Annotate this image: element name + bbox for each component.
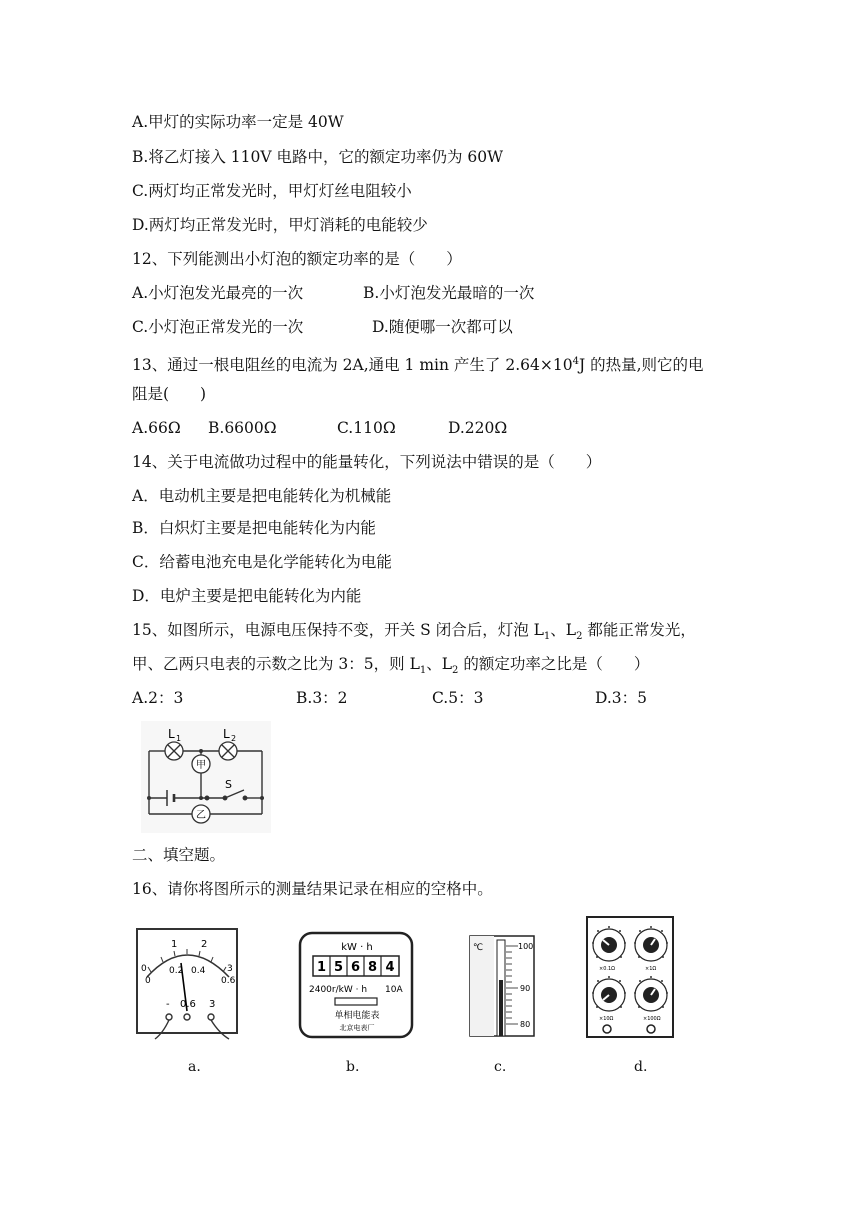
resistance-box-figure <box>585 915 677 1041</box>
section-title: 二、填空题。 <box>132 846 226 864</box>
lamp-l2-icon <box>219 742 237 760</box>
ammeter-scale-04: 0.4 <box>191 966 206 976</box>
q13-stem-line2: 阻是( ) <box>132 385 207 403</box>
circuit-label-s: S <box>225 778 232 791</box>
ammeter-terminal-3: 3 <box>209 999 216 1010</box>
energy-meter-unit: kW · h <box>341 942 373 953</box>
q14-stem: 14、关于电流做功过程中的能量转化，下列说法中错误的是（ ） <box>132 453 602 471</box>
q13-option-a: A.66Ω <box>132 419 181 437</box>
label-c: c. <box>494 1059 507 1075</box>
thermometer-figure <box>466 932 544 1042</box>
energy-meter-digit-2: 5 <box>333 960 344 975</box>
ammeter-end-3: 3 <box>227 964 233 974</box>
energy-meter-name: 单相电能表 <box>334 1011 380 1021</box>
circuit-label-yi: 乙 <box>196 810 206 821</box>
q16-stem: 16、请你将图所示的测量结果记录在相应的空格中。 <box>132 880 493 898</box>
resistance-box-dial-label-100: ×100Ω <box>643 1016 661 1022</box>
label-b: b. <box>346 1059 360 1075</box>
q15-option-c: C.5：3 <box>432 689 484 707</box>
energy-meter-maker: 北京电表厂 <box>339 1024 375 1032</box>
q13-option-c: C.110Ω <box>337 419 396 437</box>
q13-stem-line1: 13、通过一根电阻丝的电流为 2A,通电 1 min 产生了 $2.64\times 10^4J$ 的热量,则它的电 <box>132 356 704 375</box>
ammeter-scale-2: 2 <box>201 939 208 950</box>
ammeter-terminal-06: 0.6 <box>180 999 196 1010</box>
q13-option-d: D.220Ω <box>448 419 508 437</box>
thermometer-tick-100: 100 <box>518 942 534 951</box>
q12-option-c: C.小灯泡正常发光的一次 <box>132 318 304 336</box>
q15-stem-line1: 15、如图所示，电源电压保持不变，开关 S 闭合后，灯泡 $L_1$、$L_2$ 都能正常发光， <box>132 621 696 643</box>
circuit-diagram <box>141 721 271 833</box>
q11-option-c: C.两灯均正常发光时，甲灯灯丝电阻较小 <box>132 182 412 200</box>
q11-option-a: A.甲灯的实际功率一定是 40W <box>132 113 344 131</box>
q14-option-d: D．电炉主要是把电能转化为内能 <box>132 587 362 605</box>
q14-option-b: B．白炽灯主要是把电能转化为内能 <box>132 519 376 537</box>
q14-option-a: A．电动机主要是把电能转化为机械能 <box>132 487 392 505</box>
thermometer-column <box>499 980 503 1036</box>
ammeter-end-0b: 0 <box>145 976 151 986</box>
q14-option-c: C．给蓄电池充电是化学能转化为电能 <box>132 553 392 571</box>
circuit-label-l2: L <box>223 727 230 741</box>
thermometer-tick-80: 80 <box>520 1020 531 1029</box>
energy-meter-digit-5: 4 <box>385 960 395 975</box>
energy-meter-figure <box>297 930 417 1046</box>
resistance-box-dial-label-10: ×10Ω <box>599 1016 614 1022</box>
energy-meter-spec-current: 10A <box>385 985 403 995</box>
lamp-l1-icon <box>165 742 183 760</box>
energy-meter-digit-3: 6 <box>350 960 361 975</box>
q15-option-d: D.3：5 <box>595 689 648 707</box>
ammeter-end-0a: 0 <box>141 964 147 974</box>
q12-option-a: A.小灯泡发光最亮的一次 <box>132 284 304 302</box>
ammeter-terminal-neg: - <box>166 999 170 1010</box>
circuit-label-jia: 甲 <box>196 760 206 771</box>
circuit-label-l2-sub: 2 <box>231 734 237 743</box>
label-d: d. <box>634 1059 648 1075</box>
energy-meter-digit-4: 8 <box>367 960 378 975</box>
label-a: a. <box>188 1059 201 1075</box>
circuit-label-l1: L <box>168 727 175 741</box>
q11-option-d: D.两灯均正常发光时，甲灯消耗的电能较少 <box>132 216 428 234</box>
resistance-box-dial-label-1: ×1Ω <box>645 966 657 972</box>
q12-option-b: B.小灯泡发光最暗的一次 <box>363 284 535 302</box>
energy-meter-spec-rate: 2400r/kW · h <box>309 985 368 995</box>
ammeter-scale-1: 1 <box>171 939 178 950</box>
resistance-box-dial-label-01: ×0.1Ω <box>599 966 615 972</box>
q12-option-d: D.随便哪一次都可以 <box>372 318 513 336</box>
q11-option-b: B.将乙灯接入 110V 电路中，它的额定功率仍为 60W <box>132 148 504 166</box>
circuit-label-l1-sub: 1 <box>176 734 182 743</box>
q13-option-b: B.6600Ω <box>208 419 277 437</box>
q12-stem: 12、下列能测出小灯泡的额定功率的是（ ） <box>132 250 462 268</box>
q15-stem-line2: 甲、乙两只电表的示数之比为 3：5，则 $L_1$、$L_2$ 的额定功率之比是（ ） <box>132 655 650 677</box>
ammeter-figure <box>133 925 243 1041</box>
q15-option-a: A.2：3 <box>132 689 184 707</box>
q15-option-b: B.3：2 <box>296 689 348 707</box>
thermometer-tick-90: 90 <box>520 984 531 993</box>
energy-meter-digit-1: 1 <box>316 960 327 975</box>
ammeter-scale-02: 0.2 <box>169 966 184 976</box>
ammeter-end-06: 0.6 <box>221 976 236 986</box>
thermometer-unit: ℃ <box>473 943 484 953</box>
